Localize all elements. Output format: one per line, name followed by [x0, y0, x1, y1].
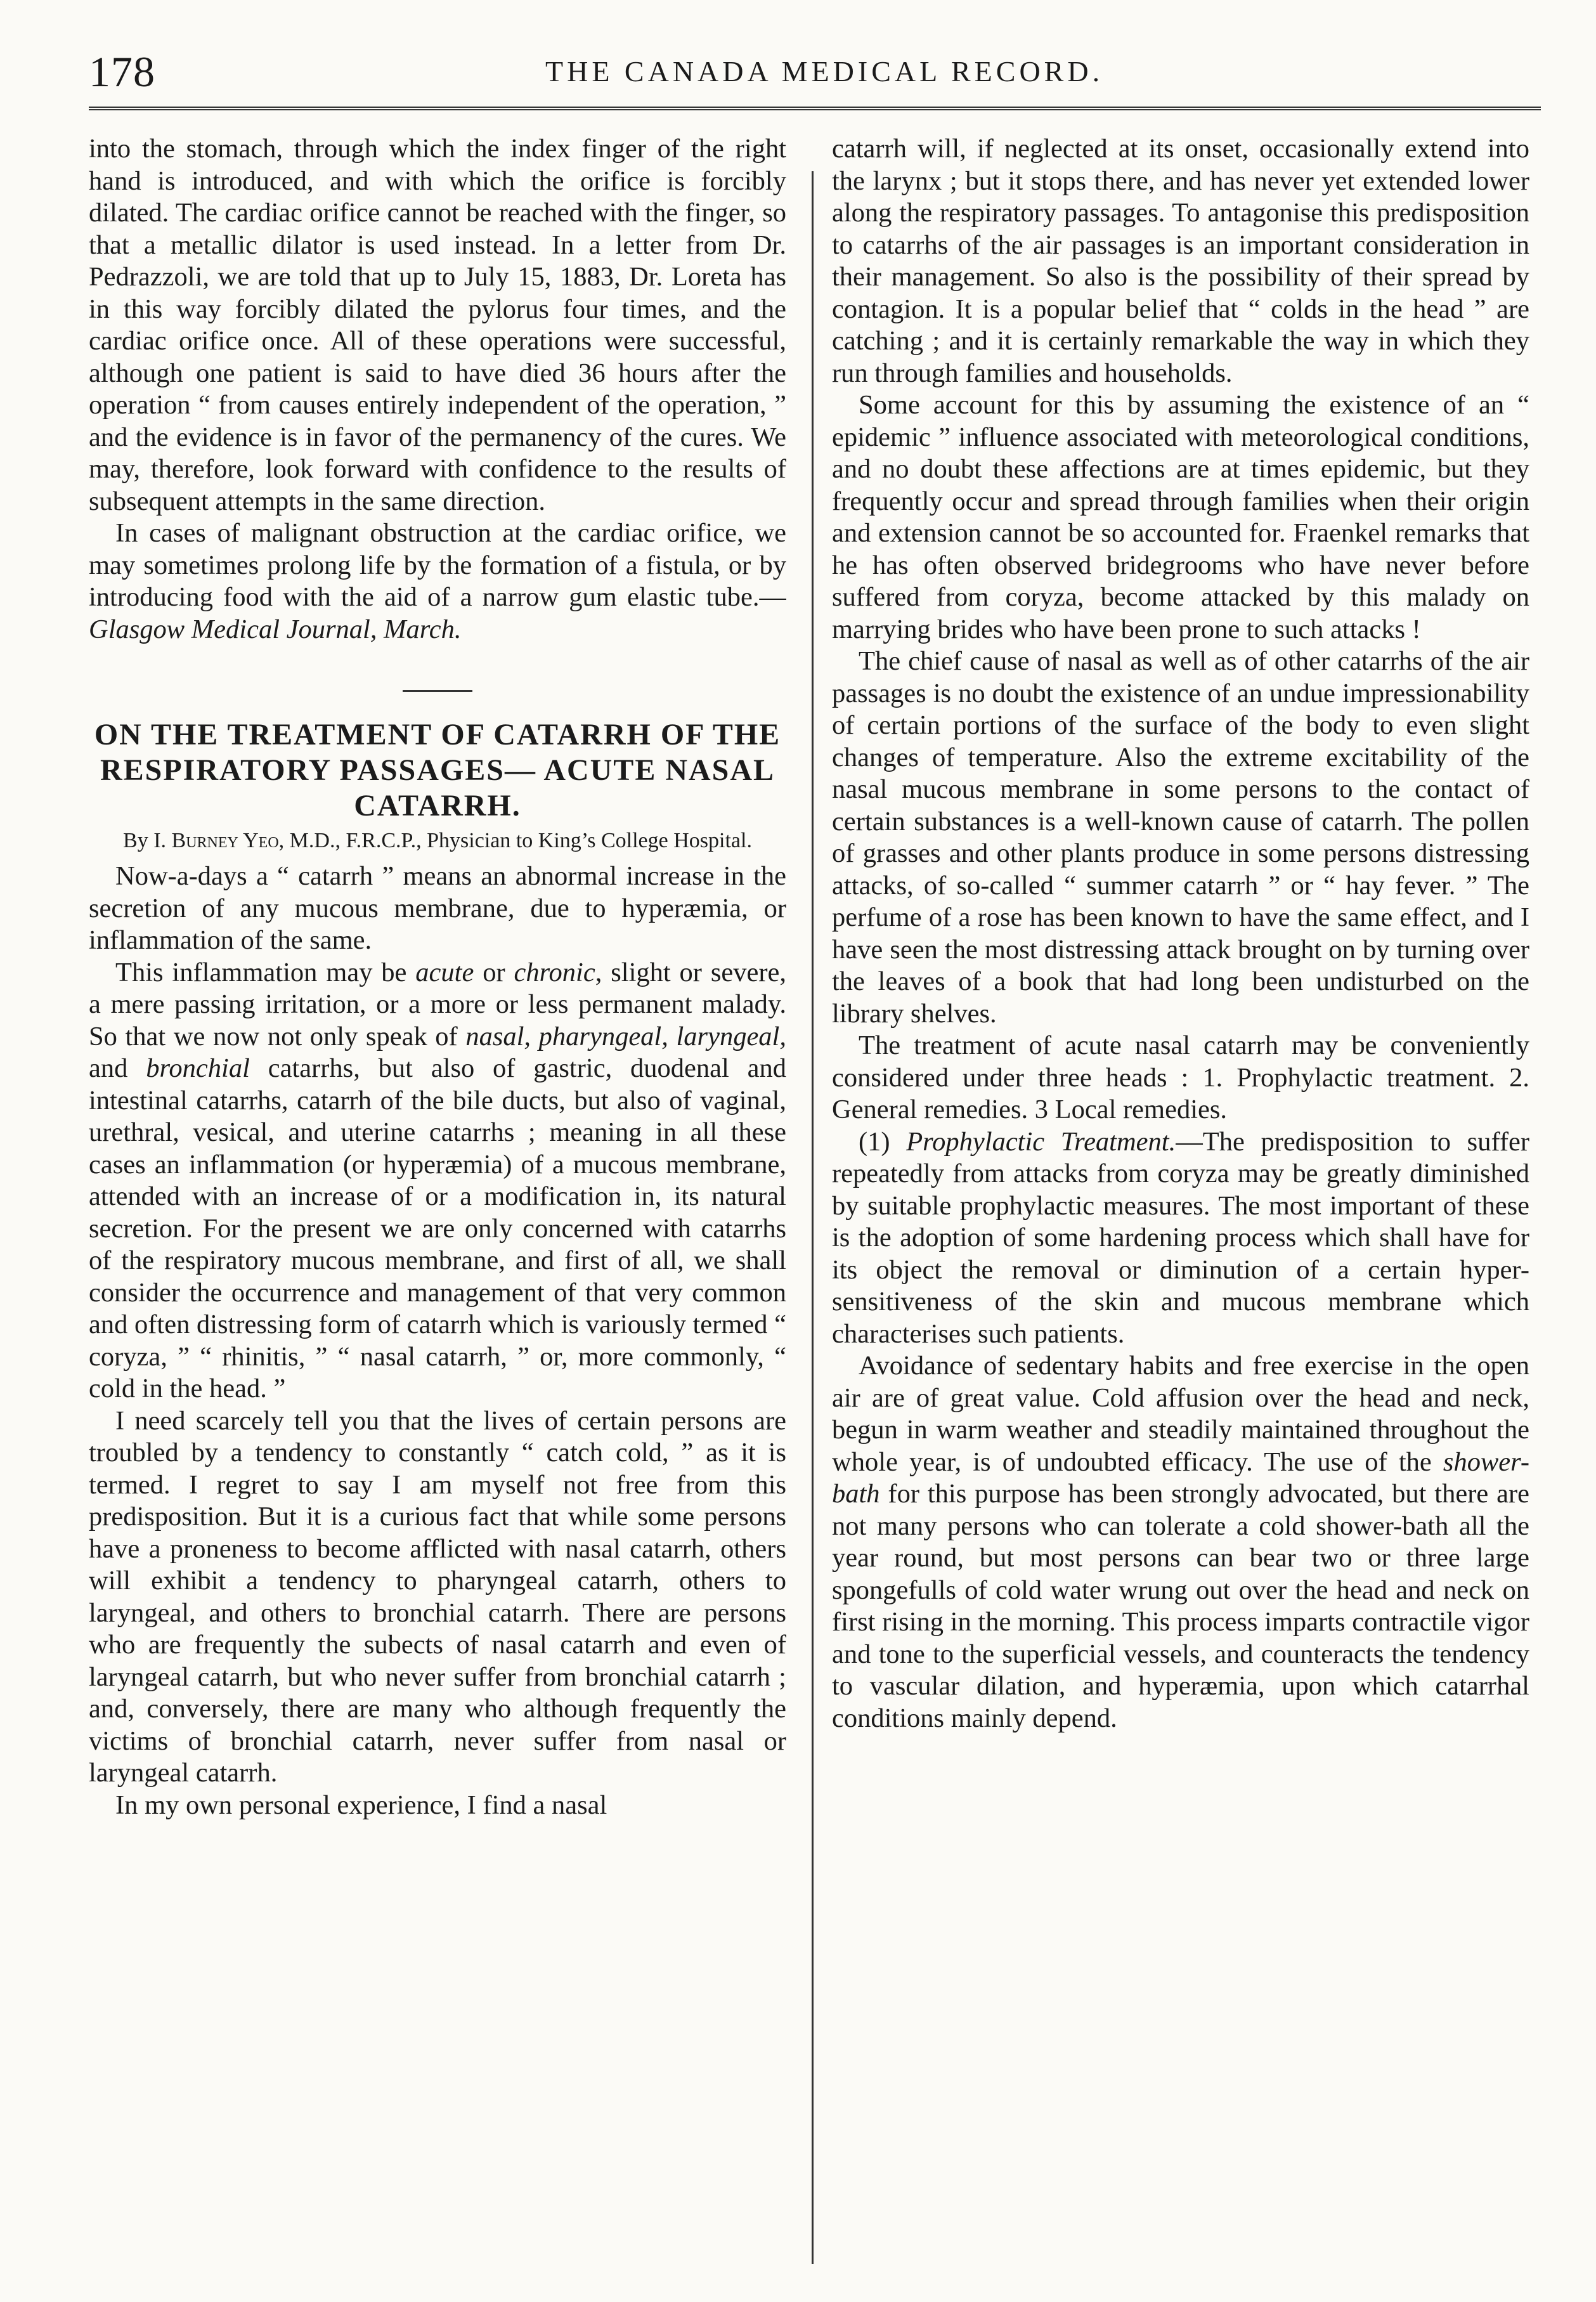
- section-divider: [403, 690, 472, 692]
- section-heading: Prophylactic Treatment.: [906, 1126, 1176, 1157]
- paragraph: The chief cause of nasal as well as of other catarrhs of the air passages is no doubt the existence of an undue impressionability of certain portions of the surface of the body to even slight changes of temperature. Also the extreme excitability of the nasal mucous membrane in some persons to the contact of certain substances is a well-known cause of catarrh. The pollen of grasses and other plants produce in some persons distressing attacks, of so-called “ summer catarrh ” or “ hay fever. ” The perfume of a rose has been known to have the same effect, and I have seen the most distressing attack brought on by turning over the leaves of a book that had long been undisturbed on the library shelves.: [832, 646, 1529, 1029]
- emphasis: shower-bath: [832, 1447, 1529, 1509]
- paragraph-text: —The predisposition to suffer repeatedly from attacks from coryza may be greatly diminished by suitable prophylactic measures. The most important of these is the adoption of some hardening process which shall have for its object the removal or diminution of a certain hyper-sensitiveness of the skin and mucous membrane which characterises such patients.: [832, 1126, 1529, 1349]
- text-columns: [89, 133, 1541, 2270]
- paragraph-text: This inflammation may be: [115, 957, 416, 987]
- emphasis: nasal, pharyngeal, laryngeal,: [465, 1021, 786, 1051]
- paragraph-text: and: [89, 1053, 146, 1083]
- paragraph: Now-a-days a “ catarrh ” means an abnormal increase in the secretion of any mucous membrane, due to hyperæmia, or inflammation of the same.: [89, 861, 786, 955]
- section-number: (1): [859, 1126, 907, 1157]
- paragraph-text: for this purpose has been strongly advocated, but there are not many persons who can tolerate a cold shower-bath all the year round, but most persons can bear two or three large spongefulls of cold water wrung out over the head and neck on first rising in the morning. This process imparts contractile vigor and tone to the superficial vessels, and counteracts the tendency to vascular dilation, and hyperæmia, upon which catarrhal conditions mainly depend.: [832, 1479, 1529, 1733]
- journal-page: [89, 38, 1541, 2270]
- header-rule: [89, 107, 1541, 110]
- paragraph: I need scarcely tell you that the lives of certain persons are troubled by a tendency to constantly “ catch cold, ” as it is termed. I regret to say I am myself not free from this predisposition. But it is a curious fact that while some persons have a proneness to become afflicted with nasal catarrh, others will exhibit a tendency to pharyngeal catarrh, others to laryngeal, and others to bronchial catarrh. There are persons who are frequently the subects of nasal catarrh and even of laryngeal catarrh, but who never suffer from bronchial catarrh ; and, conversely, there are many who although frequently the victims of bronchial catarrh, never suffer from nasal or laryngeal catarrh.: [89, 1405, 786, 1788]
- paragraph-text: catarrhs, but also of gastric, duodenal and intestinal catarrhs, catarrh of the bile ducts, but also of vaginal, urethral, vesical, and uterine catarrhs ; meaning in all these cases an inflammation (or hyperæmia) of a mucous membrane, attended with an increase of or a modification in, its natural secretion. For the present we are only concerned with catarrhs of the respiratory mucous membrane, and first of all, we shall consider the occurrence and management of that very common and often distressing form of catarrh which is variously termed “ coryza, ” “ rhinitis, ” “ nasal catarrh, ” or, more commonly, “ cold in the head. ”: [89, 1053, 786, 1403]
- paragraph: [89, 957, 786, 1405]
- paragraph-text: , slight or severe, a mere passing irritation, or a more or less permanent malady. So that we now not only speak of: [89, 957, 786, 1051]
- paragraph-text: or: [474, 957, 514, 987]
- paragraph: [89, 517, 786, 646]
- paragraph: The treatment of acute nasal catarrh may be conveniently considered under three heads : 1. Prophylactic treatment. 2. General remedies. 3 Local remedies.: [832, 1031, 1529, 1124]
- paragraph-text: Avoidance of sedentary habits and free exercise in the open air are of great value. Cold affusion over the head and neck, begun in warm weather and steadily maintained throughout the whole year, is of undoubted efficacy. The use of the: [832, 1351, 1529, 1477]
- author-name: Burney Yeo: [171, 829, 279, 852]
- emphasis: bronchial: [146, 1053, 250, 1083]
- source-citation: Glasgow Medical Journal, March.: [89, 614, 462, 644]
- emphasis: chronic: [514, 957, 595, 987]
- author-credentials: , M.D., F.R.C.P., Physician to King’s College Hospital.: [278, 829, 752, 852]
- page-number: 178: [89, 48, 155, 96]
- left-column: [89, 133, 786, 2270]
- running-title: THE CANADA MEDICAL RECORD.: [545, 55, 1104, 88]
- paragraph: [832, 1126, 1529, 1351]
- page-header: [89, 38, 1541, 108]
- paragraph: catarrh will, if neglected at its onset, occasionally extend into the larynx ; but it stops there, and has never yet extended lower along the respiratory passages. To antagonise this predisposition to catarrhs of the air passages is an important consideration in their management. So also is the possibility of their spread by contagion. It is a popular belief that “ colds in the head ” are catching ; and it is certainly remarkable the way in which they run through families and households.: [832, 134, 1529, 388]
- right-column: [832, 133, 1529, 2270]
- article-title: ON THE TREATMENT OF CATARRH OF THE RESPIRATORY PASSAGES— ACUTE NASAL CATARRH.: [94, 718, 781, 823]
- paragraph: Some account for this by assuming the existence of an “ epidemic ” influence associated with meteorological conditions, and no doubt these affections are at times epidemic, but they frequently occur and spread through families when their origin and extension cannot be so accounted for. Fraenkel remarks that he has often observed bridegrooms who have never before suffered from coryza, become attacked by this malady on marrying brides who have been prone to such attacks !: [832, 390, 1529, 644]
- emphasis: acute: [415, 957, 474, 987]
- column-divider: [812, 171, 814, 2264]
- paragraph: [832, 1350, 1529, 1734]
- paragraph: into the stomach, through which the index finger of the right hand is introduced, and with which the orifice is forcibly dilated. The cardiac orifice cannot be reached with the finger, so that a metallic dilator is used instead. In a letter from Dr. Pedrazzoli, we are told that up to July 15, 1883, Dr. Loreta has in this way forcibly dilated the pylorus four times, and the cardiac orifice once. All of these operations were successful, although one patient is said to have died 36 hours after the operation “ from causes entirely independent of the operation, ” and the evidence is in favor of the permanency of the cures. We may, therefore, look forward with confidence to the results of subsequent attempts in the same direction.: [89, 134, 786, 516]
- byline-prefix: By I.: [123, 829, 167, 852]
- paragraph: In my own personal experience, I find a nasal: [115, 1790, 607, 1820]
- paragraph-text: In cases of malignant obstruction at the cardiac orifice, we may sometimes prolong life by the formation of a fistula, or by introducing food with the aid of a narrow gum elastic tube.—: [89, 518, 786, 612]
- byline: [89, 828, 786, 854]
